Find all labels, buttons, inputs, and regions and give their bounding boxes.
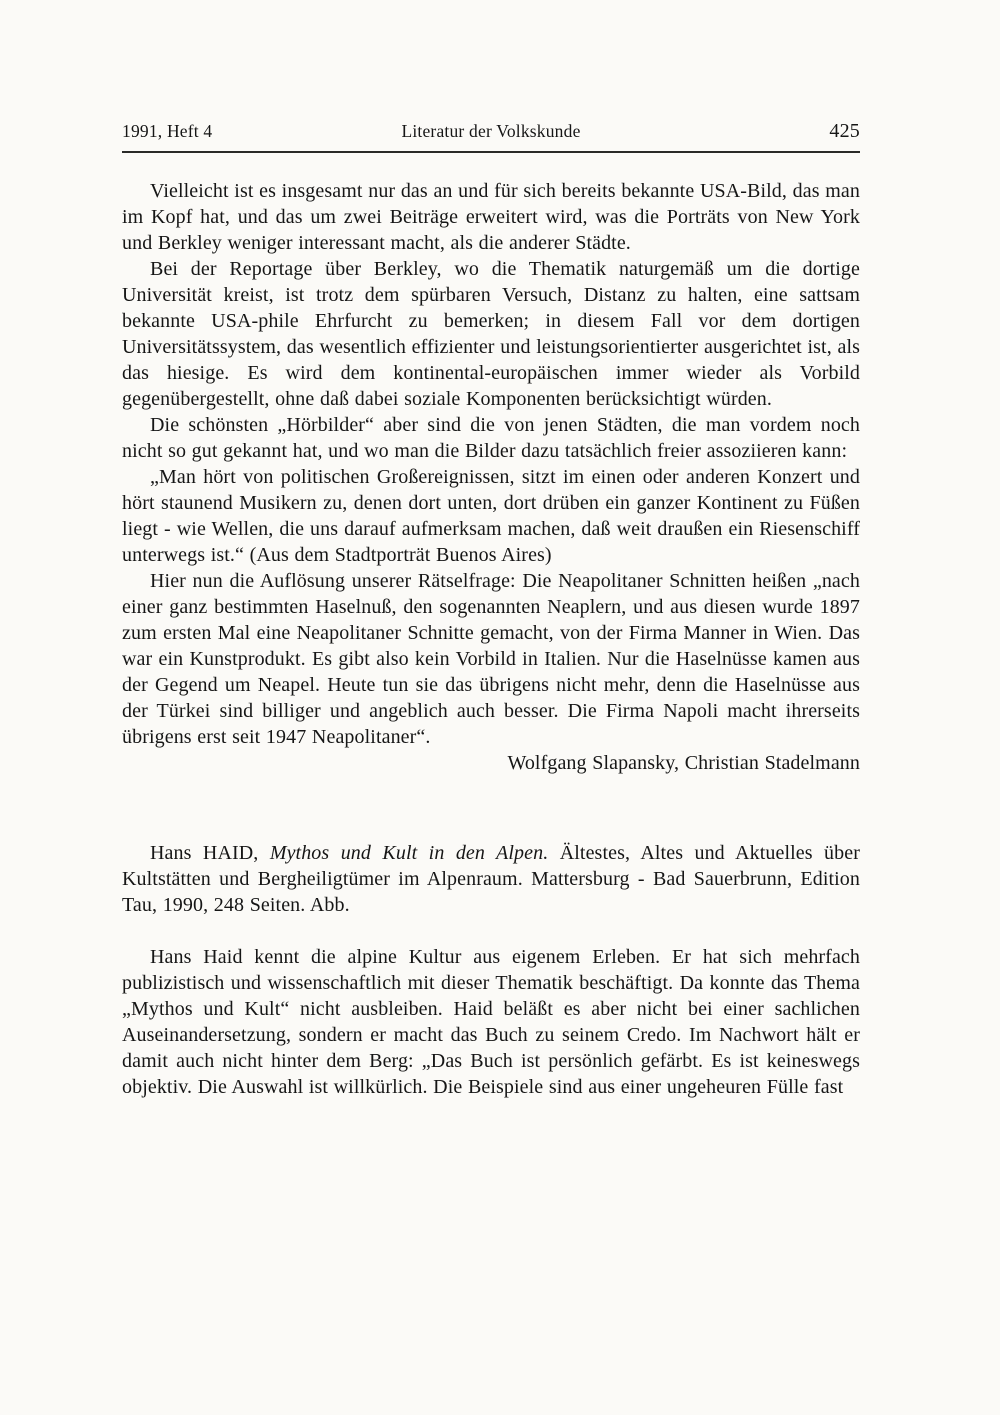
book-reference-details: Ältestes, Altes und Aktuelles über Kultstätten und Bergheiligtümer im Alpenraum. Mattersburg - Bad Sauerbrunn, Edition Tau, 1990, 248 Seiten. Abb. — [122, 842, 860, 916]
paragraph: Hier nun die Auflösung unserer Rätselfrage: Die Neapolitaner Schnitten heißen „nach einer ganz bestimmten Haselnuß, den sogenannten Neaplern, und aus diesen wurde 1897 zum ersten Mal eine Neapolitaner Schnitte gemacht, von der Firma Manner in Wien. Das war ein Kunstprodukt. Es gibt also kein Vorbild in Italien. Nur die Haselnüsse kamen aus der Gegend um Neapel. Heute tun sie das übrigens nicht mehr, denn die Haselnüsse aus der Türkei sind billiger und angeblich auch besser. Die Firma Napoli macht ihrerseits übrigens erst seit 1947 Neapolitaner“. — [122, 570, 860, 748]
page-header — [122, 120, 860, 143]
review-usa-hoerbilder — [122, 178, 860, 776]
paragraph: Bei der Reportage über Berkley, wo die Thematik naturgemäß um die dortige Universität kreist, ist trotz dem spürbaren Versuch, Distanz zu halten, eine sattsam bekannte USA-phile Ehrfurcht zu bemerken; in diesem Fall vor dem dortigen Universitätssystem, das wesentlich effizienter und leistungsorientierter ausgerichtet ist, als das hiesige. Es wird dem kontinental-europäischen immer wieder als Vorbild gegenübergestellt, ohne daß dabei soziale Komponenten berücksichtigt würden. — [122, 258, 860, 410]
paragraph: „Man hört von politischen Großereignissen, sitzt im einen oder anderen Konzert und hört staunend Musikern zu, denen dort unten, dort drüben ein ganzer Kontinent zu Füßen liegt - wie Wellen, die uns darauf aufmerksam machen, daß weit draußen ein Riesenschiff unterwegs ist.“ (Aus dem Stadtporträt Buenos Aires) — [122, 466, 860, 566]
paragraph: Vielleicht ist es insgesamt nur das an und für sich bereits bekannte USA-Bild, das man im Kopf hat, und das um zwei Beiträge erweitert wird, was die Porträts von New York und Berkley weniger interessant macht, als die anderer Städte. — [122, 180, 860, 254]
page-number: 425 — [829, 120, 860, 142]
running-title: Literatur der Volkskunde — [401, 121, 581, 141]
review-authors: Wolfgang Slapansky, Christian Stadelmann — [507, 752, 860, 774]
paragraph: Hans Haid kennt die alpine Kultur aus eigenem Erleben. Er hat sich mehrfach publizistisch und wissenschaftlich mit dieser Thematik beschäftigt. Da konnte das Thema „Mythos und Kult“ nicht ausbleiben. Haid beläßt es aber nicht bei einer sachlichen Auseinandersetzung, sondern er macht das Buch zu seinem Credo. Im Nachwort hält er damit auch nicht hinter dem Berg: „Das Buch ist persönlich gefärbt. Es ist keineswegs objektiv. Die Auswahl ist willkürlich. Die Beispiele sind aus einer ungeheuren Fülle fast — [122, 946, 860, 1098]
issue-info: 1991, Heft 4 — [122, 121, 213, 141]
paragraph: Die schönsten „Hörbilder“ aber sind die von jenen Städten, die man vordem noch nicht so gut gekannt hat, und wo man die Bilder dazu tatsächlich freier assoziieren kann: — [122, 414, 860, 462]
book-reference-author: Hans HAID, — [150, 842, 270, 864]
review-haid-mythos-und-kult — [122, 840, 860, 1100]
book-reference — [122, 840, 860, 918]
book-reference-title: Mythos und Kult in den Alpen. — [269, 842, 549, 864]
header-rule — [122, 151, 860, 153]
page-content — [122, 120, 860, 1100]
